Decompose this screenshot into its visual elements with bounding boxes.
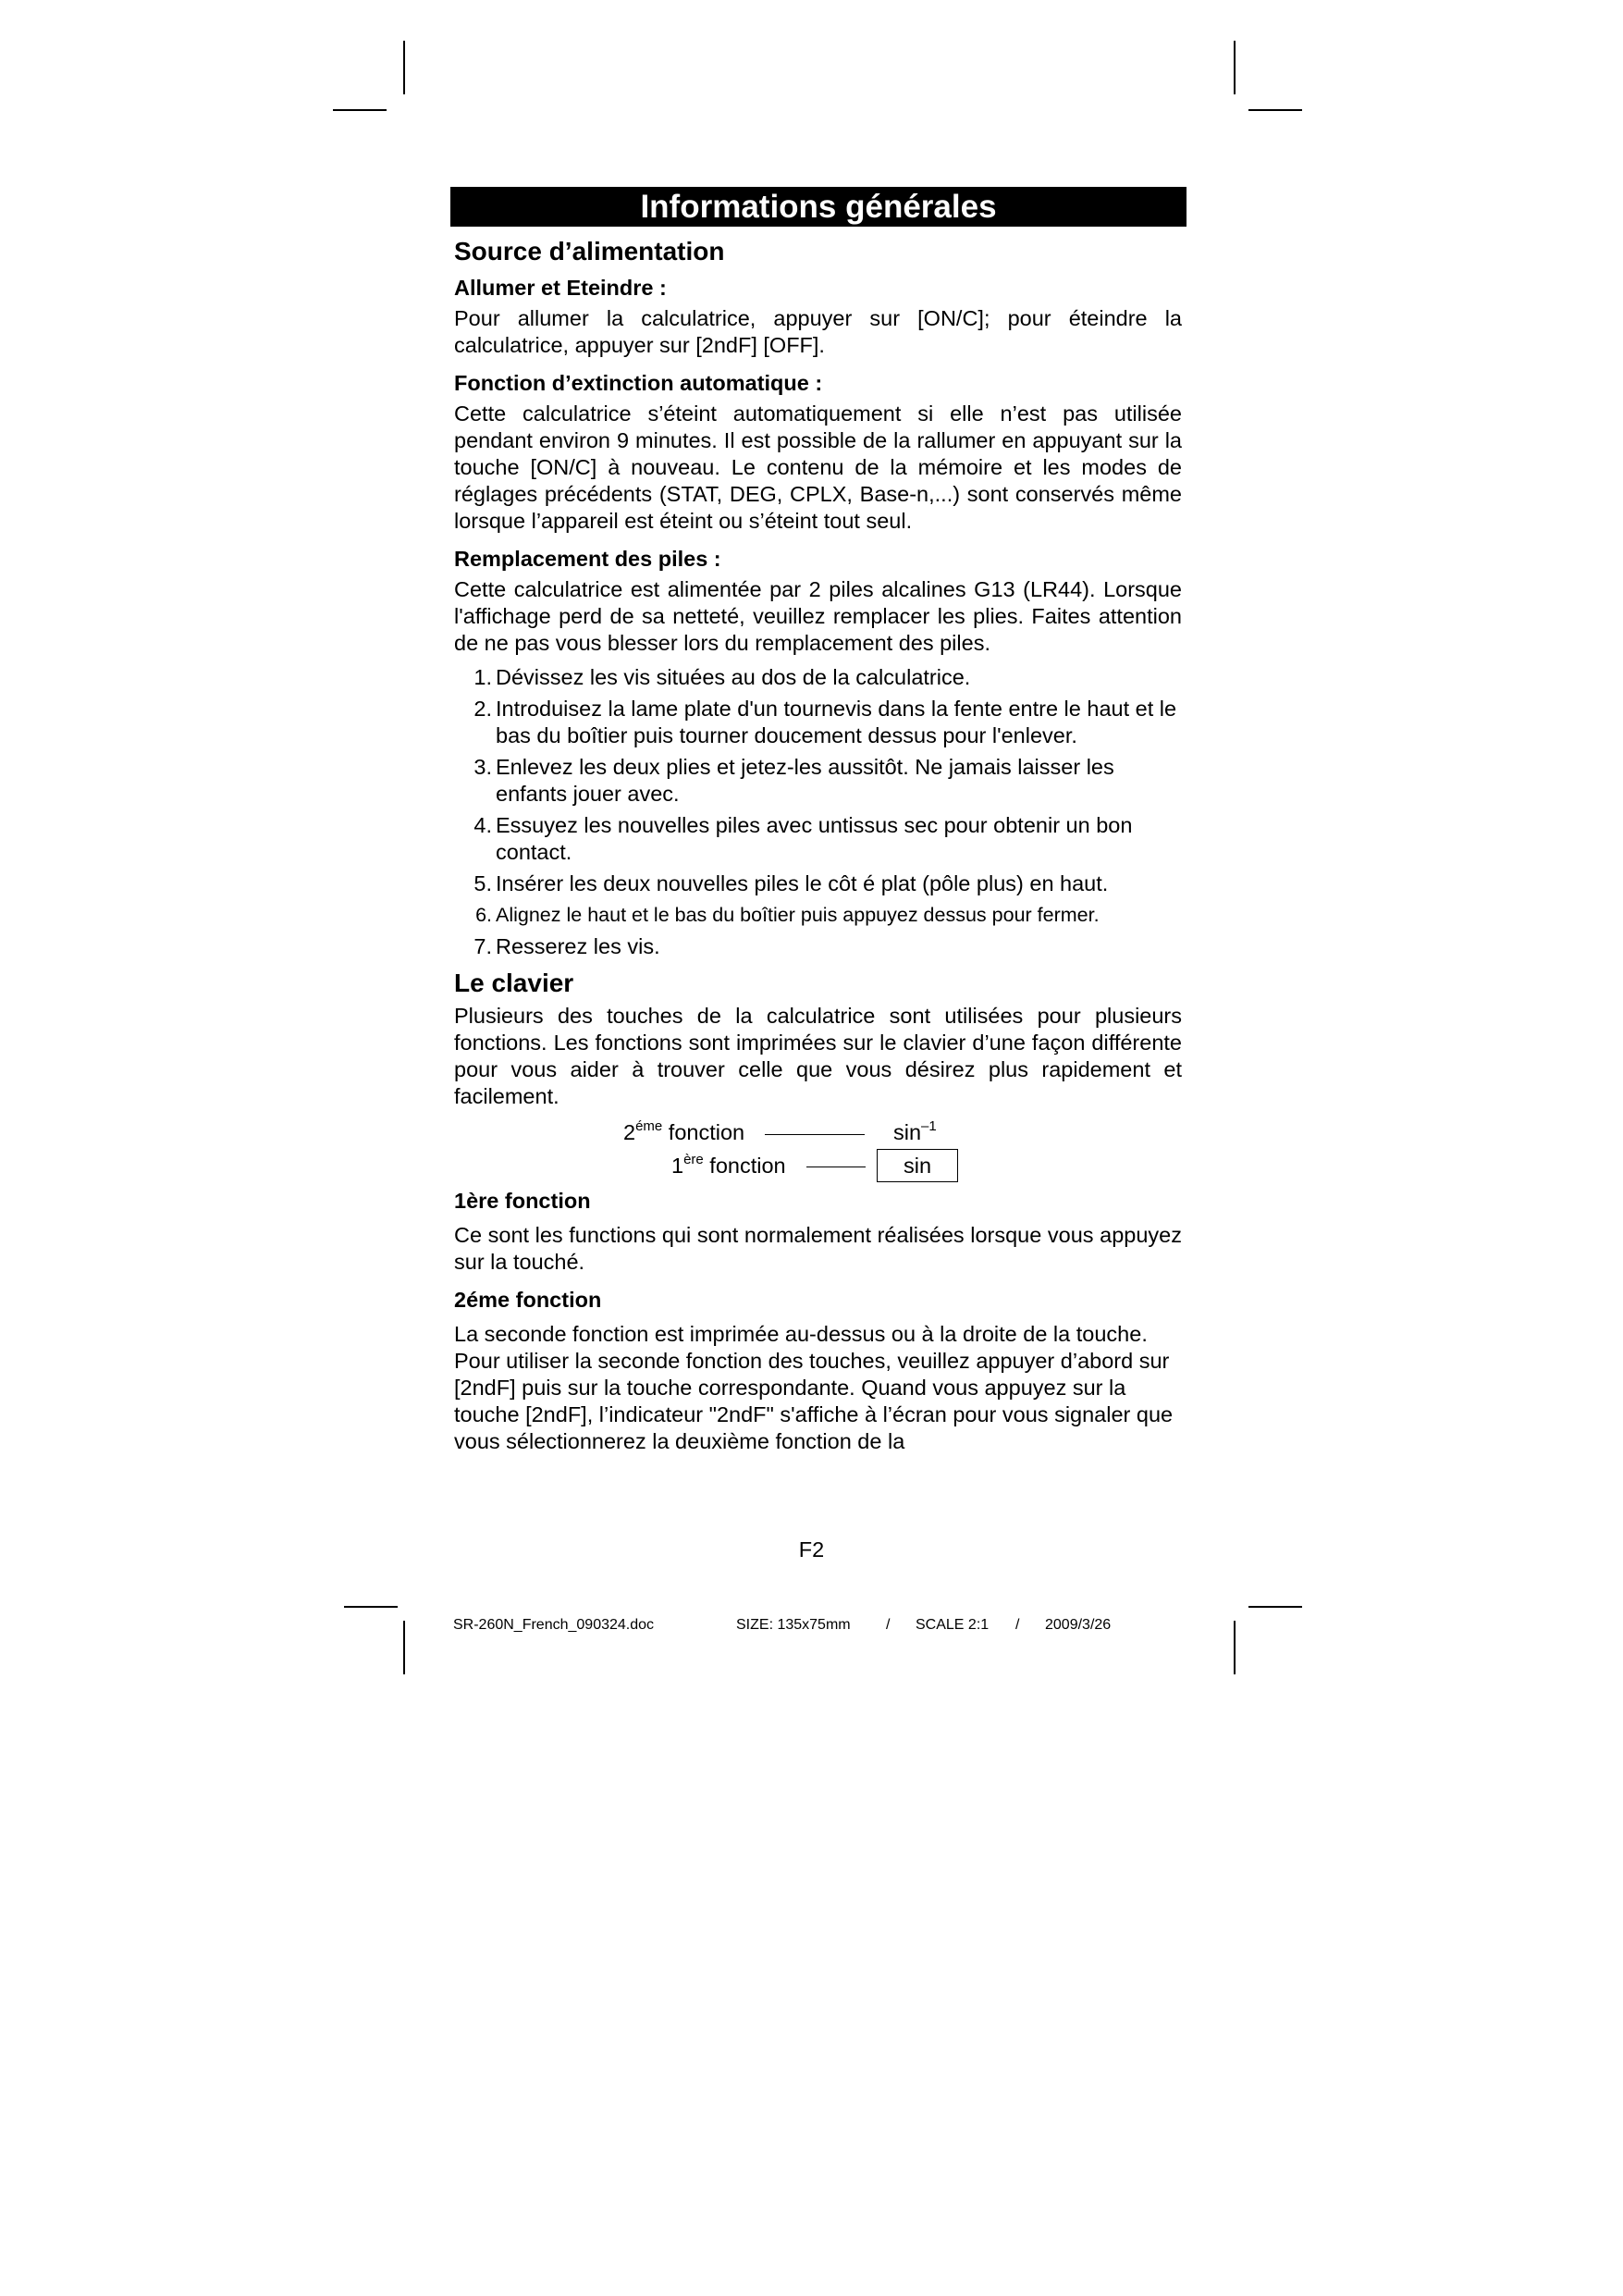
list-item-number: 3. [473,755,492,779]
list-item-number: 6. [475,904,492,926]
list-item-number: 5. [473,871,492,895]
list-item [451,664,1182,691]
diagram-key-box: sin [877,1149,958,1182]
diagram-first-number: 1 [671,1154,684,1178]
footer-filename: SR-260N_French_090324.doc [453,1617,655,1633]
paragraph-first-function: Ce sont les functions qui sont normalement réalisées lorsque vous appuyez sur la touché. [454,1223,1182,1274]
list-item-number: 4. [473,813,492,837]
page-content [451,187,1182,1466]
paragraph-on-off: Pour allumer la calculatrice, appuyer sur [ON/C]; pour éteindre la calculatrice, appuyer sur [2ndF] [OFF]. [454,306,1182,357]
paragraph-second-function: La seconde fonction est imprimée au-dessus ou à la droite de la touche. Pour utiliser la seconde fonction des touches, veuillez appuyer d’abord sur [2ndF] puis sur la touche correspondante. Quand vous appuyez sur la touche [2ndF], l’indicateur "2ndF" s'affiche à l’écran pour vous signaler que vous sélectionnerez la deuxième fonction de la [454,1322,1174,1453]
section-heading-keyboard: Le clavier [454,969,574,997]
subheading-first-function: 1ère fonction [454,1189,591,1213]
diagram-second-superscript: éme [635,1118,663,1134]
crop-mark [1234,41,1236,94]
list-item [451,870,1182,897]
paragraph-battery: Cette calculatrice est alimentée par 2 piles alcalines G13 (LR44). Lorsque l'affichage perd de sa netteté, veuillez remplacer les plies. Faites attention de ne pas vous blesser lors du remplacement des piles. [454,577,1182,655]
diagram-second-function-label [623,1119,744,1149]
diagram-second-key-label [893,1119,937,1149]
list-item-number: 2. [473,697,492,721]
paragraph-auto-off: Cette calculatrice s’éteint automatiquement si elle n’est pas utilisée pendant environ 9 minutes. Il est possible de la rallumer en appuyant sur la touche [ON/C] à nouveau. Le contenu de la mémoire et les modes de réglages précédents (STAT, DEG, CPLX, Base-n,...) sont conservés même lorsque l’appareil est éteint ou s’éteint tout seul. [454,401,1182,533]
page-title: Informations générales [450,187,1187,227]
subheading-on-off: Allumer et Eteindre : [454,276,667,300]
paragraph-keyboard-intro: Plusieurs des touches de la calculatrice sont utilisées pour plusieurs fonctions. Les fonctions sont imprimées sur le clavier d’une façon différente pour vous aider à trouver celle que vous désirez plus rapidement et facilement. [454,1004,1182,1108]
list-item-text: Resserez les vis. [496,934,660,958]
list-item [451,902,1182,929]
key-function-diagram [451,1116,1182,1177]
diagram-second-key: sin [893,1120,922,1144]
diagram-first-text: fonction [709,1154,786,1178]
diagram-second-key-superscript: –1 [921,1118,937,1134]
battery-steps-list [451,664,1182,960]
diagram-first-superscript: ère [683,1152,704,1167]
diagram-leader-line [765,1134,865,1135]
list-item [451,933,1182,960]
list-item [451,754,1182,808]
diagram-second-text: fonction [668,1120,745,1144]
crop-mark [1248,109,1302,111]
subheading-second-function: 2éme fonction [454,1288,602,1312]
list-item-text: Dévissez les vis situées au dos de la calculatrice. [496,665,971,689]
list-item-number: 1. [473,665,492,689]
list-item [451,696,1182,749]
crop-mark [403,1621,405,1674]
section-heading-power: Source d’alimentation [454,237,725,265]
list-item-text: Introduisez la lame plate d'un tournevis dans la fente entre le haut et le bas du boîtier puis tourner doucement dessus pour l'enlever. [496,697,1177,747]
diagram-first-function-label [671,1153,786,1182]
list-item-text: Essuyez les nouvelles piles avec untissus sec pour obtenir un bon contact. [496,813,1133,864]
list-item-text: Enlevez les deux plies et jetez-les aussitôt. Ne jamais laisser les enfants jouer avec. [496,755,1114,806]
crop-mark [403,41,405,94]
crop-mark [333,109,387,111]
subheading-auto-off: Fonction d’extinction automatique : [454,371,823,395]
footer-size: SIZE: 135x75mm [736,1617,851,1633]
footer-date: 2009/3/26 [1045,1617,1112,1633]
crop-mark [1248,1606,1302,1608]
diagram-second-number: 2 [623,1120,636,1144]
footer-separator: / [886,1617,891,1633]
crop-mark [1234,1621,1236,1674]
list-item-number: 7. [473,934,492,958]
list-item-text: Insérer les deux nouvelles piles le côt é plat (pôle plus) en haut. [496,871,1109,895]
page-number: F2 [798,1537,825,1562]
list-item-text: Alignez le haut et le bas du boîtier puis appuyez dessus pour fermer. [496,904,1100,926]
list-item [451,812,1182,866]
subheading-battery: Remplacement des piles : [454,547,721,571]
crop-mark [344,1606,398,1608]
footer-scale: SCALE 2:1 [916,1617,990,1633]
footer-separator: / [1015,1617,1020,1633]
